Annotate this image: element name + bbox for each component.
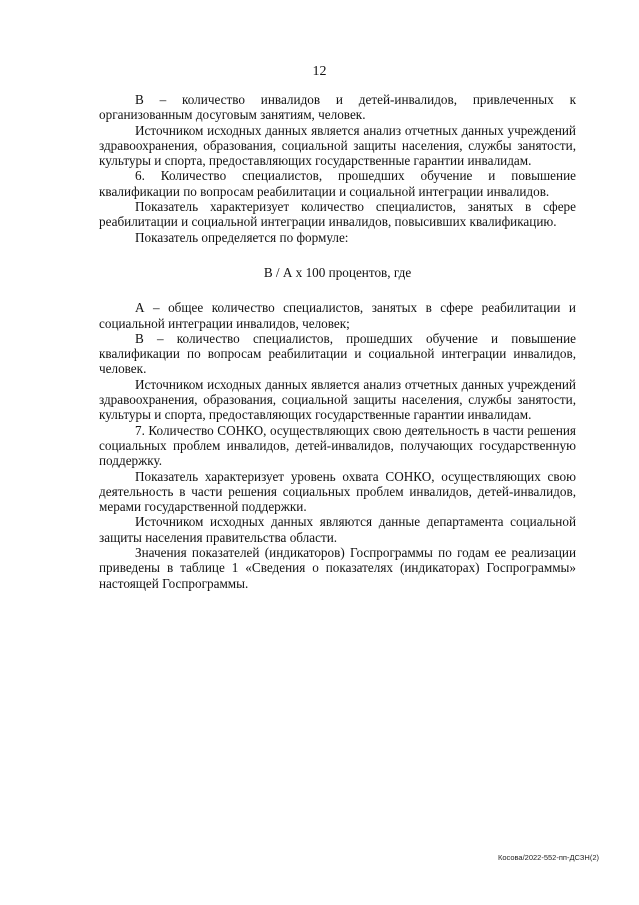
paragraph-data-source: Источником исходных данных является анализ отчетных данных учреждений здравоохранения, образования, социальной защиты населения, службы занятости, культуры и спорта, предоставляющих государственные гарантии инвалидам. bbox=[99, 122, 576, 169]
paragraph-indicator-7-description: Показатель характеризует уровень охвата СОНКО, осуществляющих свою деятельность в части решения социальных проблем инвалидов, детей-инвалидов, мерами государственной поддержки. bbox=[99, 468, 576, 515]
paragraph-formula-intro: Показатель определяется по формуле: bbox=[135, 229, 349, 245]
paragraph-data-source-3: Источником исходных данных являются данные департамента социальной защиты населения правительства области. bbox=[99, 514, 576, 545]
page-number: 12 bbox=[312, 64, 327, 79]
paragraph-indicator-description: Показатель характеризует количество специалистов, занятых в сфере реабилитации и социальной интеграции инвалидов, повысивших квалификацию. bbox=[99, 199, 576, 230]
document-code-footer: Косова/2022-552-пп-ДСЗН(2) bbox=[497, 853, 599, 862]
paragraph-data-source-2: Источником исходных данных является анализ отчетных данных учреждений здравоохранения, образования, социальной защиты населения, службы занятости, культуры и спорта, предоставляющих государственные гарантии инвалидам. bbox=[99, 376, 576, 423]
document-body bbox=[99, 92, 576, 591]
paragraph-indicator-values: Значения показателей (индикаторов) Госпрограммы по годам ее реализации приведены в таблице 1 «Сведения о показателях (индикаторах) Госпрограммы» настоящей Госпрограммы. bbox=[99, 545, 576, 591]
paragraph-b-definition-2: В – количество специалистов, прошедших обучение и повышение квалификации по вопросам реабилитации и социальной интеграции инвалидов, человек. bbox=[99, 330, 576, 377]
paragraph-a-definition: А – общее количество специалистов, занятых в сфере реабилитации и социальной интеграции инвалидов, человек; bbox=[99, 300, 576, 331]
paragraph-b-definition: В – количество инвалидов и детей-инвалидов, привлеченных к организованным досуговым занятиям, человек. bbox=[99, 92, 576, 123]
paragraph-indicator-6: 6. Количество специалистов, прошедших обучение и повышение квалификации по вопросам реабилитации и социальной интеграции инвалидов. bbox=[99, 168, 576, 199]
formula: В / А х 100 процентов, где bbox=[263, 264, 412, 280]
paragraph-indicator-7: 7. Количество СОНКО, осуществляющих свою деятельность в части решения социальных проблем инвалидов, детей-инвалидов, получающих государственную поддержку. bbox=[99, 422, 576, 469]
